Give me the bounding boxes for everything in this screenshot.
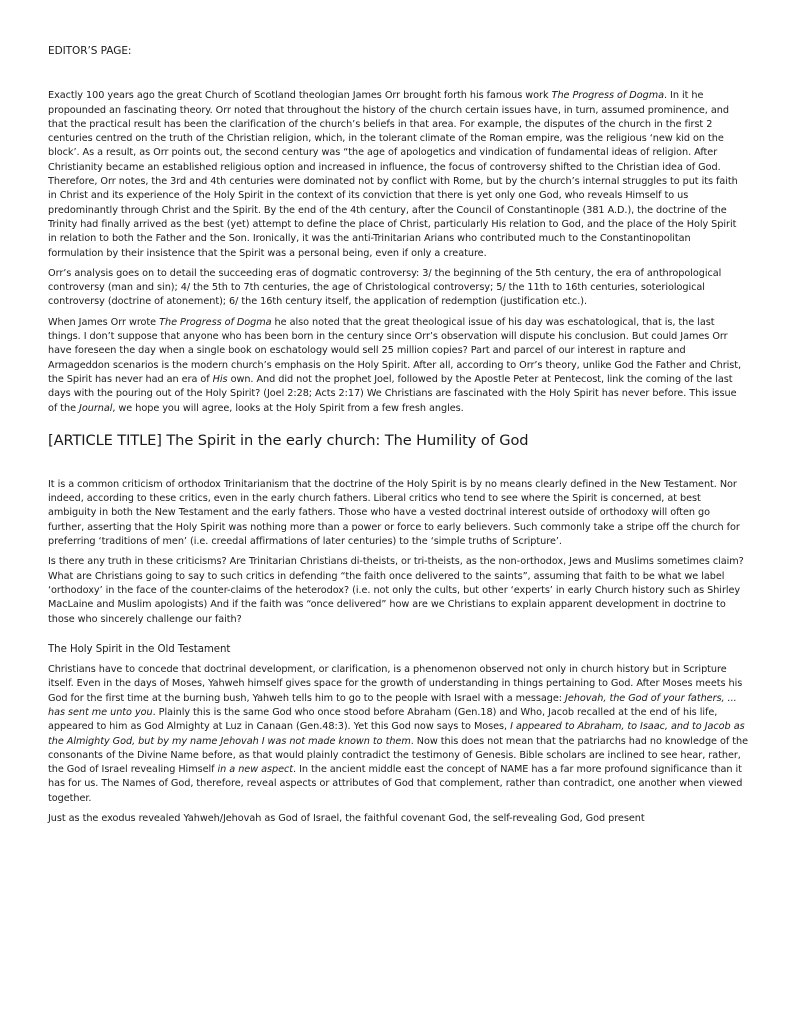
- section-subheading: The Holy Spirit in the Old Testament: [48, 643, 231, 655]
- editor-section: [48, 89, 748, 416]
- italic-text-run: Journal: [79, 402, 113, 414]
- italic-text-run: His: [212, 373, 228, 385]
- text-run: . In it he propounded an fascinating theory. Orr noted that throughout the history of the church certain issues have, in turn, assumed prominence, and that the practical result has been the clarification of the church’s beliefs in that area. For example, the disputes of the church in the first 2 centuries centred on the truth of the Christian religion, which, in the tolerant climate of the Roman empire, was the religious ‘new kid on the block’. As a result, as Orr points out, the second century was “the age of apologetics and vindication of fundamental ideas of religion. After Christianity became an established religious option and increased in influence, the focus of controversy shifted to the Christian idea of God. Therefore, Orr notes, the 3rd and 4th centuries were dominated not by conflict with Rome, but by the church’s internal struggles to put its faith in Christ and its experience of the Holy Spirit in the context of its conviction that there is yet only one God, who reveals Himself to us predominantly through Christ and the Spirit. By the end of the 4th century, after the Council of Constantinople (381 A.D.), the doctrine of the Trinity had finally arrived as the best (yet) attempt to define the place of Christ, particularly His relation to God, and the place of the Holy Spirit in relation to both the Father and the Son. Ironically, it was the anti-Trinitarian Arians who contributed much to the Constantinopolitan formulation by their insistence that the Spirit was a personal being, even if only a creature.: [48, 90, 738, 259]
- editor-paragraph: [48, 316, 748, 416]
- article-intro: [48, 478, 748, 627]
- text-run: he also noted that the great theological issue of his day was eschatological, that is, the last things. I don’t suppose that anyone who has been born in the century since Orr’s observation will dispute his conclusion. But could James Orr have foreseen the day when a single book on eschatology would sell 25 million copies? Part and parcel of our interest in rapture and Armageddon scenarios is the modern church’s emphasis on the Holy Spirit. After all, according to Orr’s theory, unlike God the Father and Christ, the Spirit has never had an era of: [48, 316, 742, 385]
- section-paragraph: [48, 812, 748, 826]
- italic-text-run: I appeared to Abraham, to Isaac, and to Jacob as the Almighty God, but by my name Jehovah I was not made known to them: [48, 721, 745, 747]
- text-run: When James Orr wrote: [48, 316, 160, 328]
- article-paragraph: [48, 555, 748, 626]
- editor-paragraph: [48, 89, 748, 261]
- text-run: It is a common criticism of orthodox Trinitarianism that the doctrine of the Holy Spirit is by no means clearly defined in the New Testament. Nor indeed, according to these critics, even in the early church fathers. Liberal critics who tend to see where the Spirit is concerned, at best ambiguity in both the New Testament and the early fathers. Those who have a vested doctrinal interest outside of orthodoxy will often go further, asserting that the Holy Spirit was nothing more than a power or force to early believers. Such commonly take a stripe off the church for preferring ‘traditions of men’ (i.e. creedal affirmations of later centuries) to the ‘simple truths of Scripture’.: [48, 478, 740, 548]
- text-run: own. And did not the prophet Joel, followed by the Apostle Peter at Pentecost, link the coming of the last days with the pouring out of the Holy Spirit? (Joel 2:28; Acts 2:17) We Christians are fascinated with the Holy Spirit has never before. This issue of the: [48, 373, 737, 414]
- italic-text-run: The Progress of Dogma: [159, 316, 272, 328]
- text-run: Christians have to concede that doctrinal development, or clarification, is a phenomenon observed not only in church history but in Scripture itself. Even in the days of Moses, Yahweh himself gives space for the growth of understanding in things pertaining to God. After Moses meets his God for the first time at the burning bush, Yahweh tells him to go to the people with Israel with a message:: [48, 664, 743, 704]
- page-header: EDITOR’S PAGE:: [48, 45, 132, 57]
- section-paragraph: [48, 663, 748, 806]
- italic-text-run: The Progress of Dogma: [551, 90, 664, 102]
- article-title: [ARTICLE TITLE] The Spirit in the early church: The Humility of God: [48, 431, 529, 449]
- italic-text-run: in a new aspect: [217, 764, 294, 776]
- editor-paragraph: [48, 267, 748, 310]
- section-body: [48, 663, 748, 826]
- text-run: Exactly 100 years ago the great Church of Scotland theologian James Orr brought forth his famous work: [48, 90, 552, 102]
- document-page: [48, 44, 748, 832]
- text-run: Orr’s analysis goes on to detail the succeeding eras of dogmatic controversy: 3/ the beginning of the 5th century, the era of anthropological controversy (man and sin); 4/ the 5th to 7th centuries, the age of Christological controversy; 5/ the 11th to 16th centuries, soteriological controversy (doctrine of atonement); 6/ the 16th century itself, the application of redemption (justification etc.).: [48, 267, 722, 308]
- text-run: . Now this does not mean that the patriarchs had no knowledge of the consonants of the Divine Name before, as that would plainly contradict the testimony of Genesis. Bible scholars are inclined to see hear, rather, the God of Israel revealing Himself: [48, 735, 749, 776]
- text-run: Just as the exodus revealed Yahweh/Jehovah as God of Israel, the faithful covenant God, the self-revealing God, God present: [48, 813, 645, 825]
- text-run: . Plainly this is the same God who once stood before Abraham (Gen.18) and Who, Jacob recalled at the end of his life, appeared to him as God Almighty at Luz in Canaan (Gen.48:3). Yet this God now says to Moses,: [48, 706, 718, 733]
- text-run: Is there any truth in these criticisms? Are Trinitarian Christians di-theists, or tri-theists, as the non-orthodox, Jews and Muslims sometimes claim? What are Christians going to say to such critics in defending “the faith once delivered to the saints”, assuming that faith to be what we label ‘orthodoxy’ in the face of the counter-claims of the heterodox? (i.e. not only the cults, but other ‘experts’ in early Church history such as Shirley MacLaine and Muslim apologists) And if the faith was “once delivered” how are we Christians to explain apparent development in doctrine to those who sincerely challenge our faith?: [48, 556, 744, 625]
- article-paragraph: [48, 478, 748, 549]
- text-run: , we hope you will agree, looks at the Holy Spirit from a few fresh angles.: [112, 402, 464, 414]
- text-run: . In the ancient middle east the concept of NAME has a far more profound significance than it has for us. The Names of God, therefore, reveal aspects or attributes of God that complement, rather than contradict, one another when viewed together.: [48, 764, 743, 804]
- italic-text-run: Jehovah, the God of your fathers, ... has sent me unto you: [48, 692, 737, 718]
